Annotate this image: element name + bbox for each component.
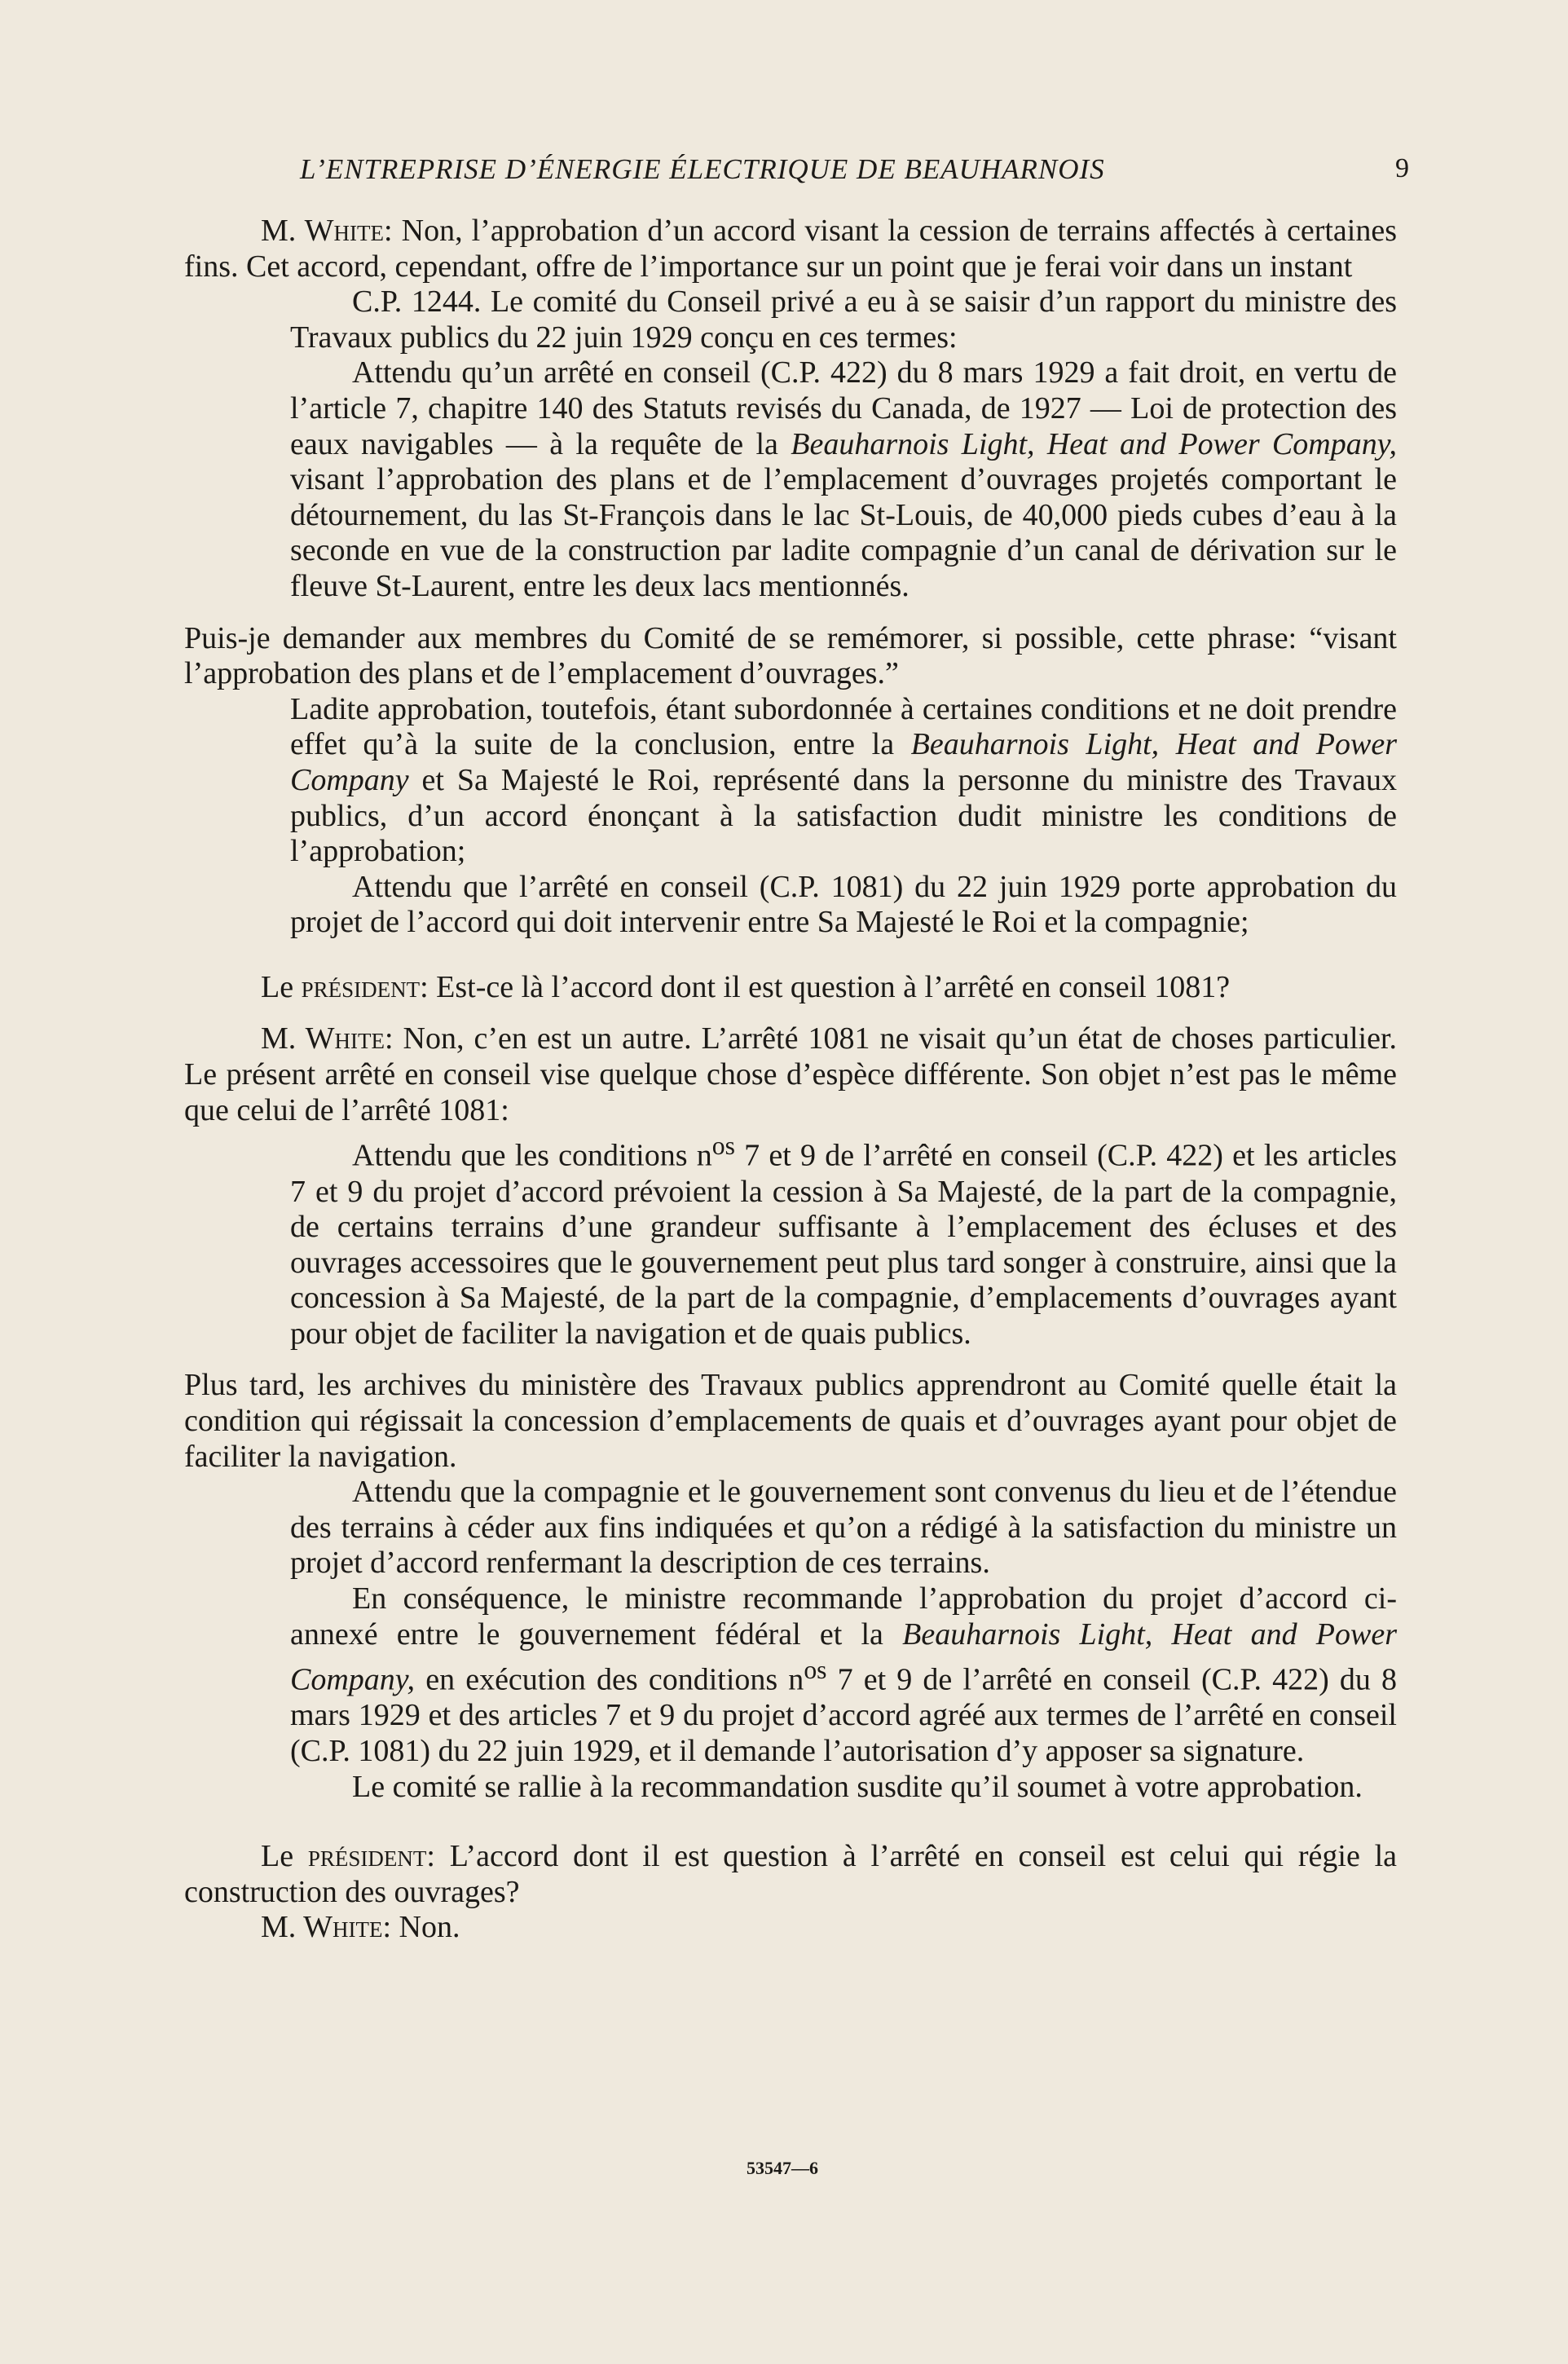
superscript: os — [711, 1131, 735, 1161]
quoted-paragraph — [290, 870, 1397, 941]
company-name: Beauharnois Light, Heat and Power Company, — [290, 1616, 1397, 1697]
superscript: os — [804, 1656, 827, 1685]
dialogue-paragraph — [184, 1021, 1397, 1128]
paragraph-text: et Sa Majesté le Roi, représenté dans la personne du ministre des Travaux publics, d’un accord énonçant à la satisfaction dudit ministre les conditions de l’approbation; — [290, 762, 1397, 869]
dialogue-paragraph — [184, 970, 1397, 1006]
paragraph-text: Non, l’approbation d’un accord visant la cession de terrains affectés à certaines fins. Cet accord, cependant, offre de l’importance sur un point que je ferai voir dans un instant — [184, 214, 1397, 284]
dialogue-paragraph — [184, 1839, 1397, 1910]
paragraph-text: visant l’approbation des plans et de l’emplacement d’ouvrages projetés comportant le détournement, du las St-François dans le lac St-Louis, de 40,000 pieds cubes d’eau à la seconde en vue de la construction par ladite compagnie d’un canal de dérivation sur le fleuve St-Laurent, entre les deux lacs mentionnés. — [290, 462, 1397, 603]
dialogue-paragraph — [184, 1910, 1397, 1946]
paragraph-text: Le comité se rallie à la recommandation susdite qu’il soumet à votre approbation. — [352, 1769, 1363, 1804]
running-header — [300, 153, 1410, 194]
paragraph-text: 7 et 9 de l’arrêté en conseil (C.P. 422) du 8 mars 1929 et des articles 7 et 9 du projet d’accord agréé aux termes de l’arrêté en conseil (C.P. 1081) du 22 juin 1929, et il demande l’autorisation d’y apposer sa signature. — [290, 1662, 1398, 1769]
quoted-paragraph — [290, 1770, 1397, 1806]
paragraph-text: Est-ce là l’accord dont il est question à l’arrêté en conseil 1081? — [436, 969, 1231, 1004]
speaker-separator: : — [426, 1839, 450, 1874]
dialogue-paragraph — [184, 214, 1397, 284]
quoted-paragraph — [290, 692, 1397, 870]
speaker-name: M. White — [261, 214, 384, 248]
paragraph-text: Puis-je demander aux membres du Comité de se remémorer, si possible, cette phrase: “visant l’approbation des plans et de l’emplacement d’ouvrages.” — [184, 620, 1397, 691]
commentary-paragraph — [184, 621, 1397, 692]
quoted-paragraph — [290, 284, 1397, 355]
quoted-paragraph — [290, 1128, 1397, 1352]
page-number: 9 — [1395, 153, 1410, 183]
paragraph-text: Plus tard, les archives du ministère des Travaux publics apprendront au Comité quelle était la condition qui régissait la concession d’emplacements de quais et d’ouvrages ayant pour objet de faciliter la navigation. — [184, 1368, 1397, 1474]
speaker-separator: : — [420, 969, 437, 1004]
company-name: Beauharnois Light, Heat and Power Company, — [791, 426, 1397, 461]
page-body — [184, 214, 1397, 1946]
speaker-name: M. White — [261, 1910, 383, 1945]
speaker-name: M. White — [261, 1021, 385, 1056]
printer-code: 53547—6 — [747, 2158, 818, 2178]
company-name: Beauharnois Light, Heat and Power Company — [290, 727, 1397, 797]
paragraph-text: 7 et 9 de l’arrêté en conseil (C.P. 422) et les articles 7 et 9 du projet d’accord prévoient la cession à Sa Majesté, de la part de la compagnie, de certains terrains d’une grandeur suffisante à l’emplacement des écluses et des ouvrages accessoires que le gouvernement peut plus tard songer à construire, ainsi que la concession à Sa Majesté, de la part de la compagnie, d’emplacements d’ouvrages ayant pour objet de faciliter la navigation et de quais publics. — [290, 1138, 1397, 1351]
paragraph-text: en exécution des conditions n — [415, 1662, 804, 1697]
paragraph-text: Attendu que les conditions n — [352, 1138, 712, 1173]
quoted-paragraph — [290, 1475, 1397, 1581]
paragraph-text: En conséquence, le ministre recommande l’approbation du projet d’accord ci-annexé entre le gouvernement fédéral et la — [290, 1581, 1397, 1652]
commentary-paragraph — [184, 1368, 1397, 1475]
paragraph-text: Attendu qu’un arrêté en conseil (C.P. 422) du 8 mars 1929 a fait droit, en vertu de l’article 7, chapitre 140 des Statuts revisés du Canada, de 1927 — Loi de protection des eaux navigables — à la requête de la — [290, 355, 1397, 461]
speaker-separator: : — [382, 1910, 399, 1945]
speaker-name: président — [307, 1839, 427, 1874]
quoted-paragraph — [290, 1581, 1397, 1770]
paragraph-text: Non, c’en est un autre. L’arrêté 1081 ne visait qu’un état de choses particulier. Le présent arrêté en conseil vise quelque chose d’espèce différente. Son objet n’est pas le même que celui de l’arrêté 1081: — [184, 1021, 1397, 1127]
speaker-article: Le — [261, 1839, 294, 1874]
speaker-separator: : — [384, 1021, 403, 1056]
header-title: L’ENTREPRISE D’ÉNERGIE ÉLECTRIQUE DE BEAUHARNOIS — [300, 153, 1105, 185]
paragraph-text: Attendu que l’arrêté en conseil (C.P. 1081) du 22 juin 1929 porte approbation du projet de l’accord qui doit intervenir entre Sa Majesté le Roi et la compagnie; — [290, 869, 1397, 940]
paragraph-text: C.P. 1244. Le comité du Conseil privé a eu à se saisir d’un rapport du ministre des Travaux publics du 22 juin 1929 conçu en ces termes: — [290, 284, 1397, 355]
quoted-paragraph — [290, 355, 1397, 604]
paragraph-text: Non. — [399, 1910, 460, 1945]
paragraph-text: Attendu que la compagnie et le gouvernement sont convenus du lieu et de l’étendue des terrains à céder aux fins indiquées et qu’on a rédigé à la satisfaction du ministre un projet d’accord renfermant la description de ces terrains. — [290, 1475, 1397, 1581]
speaker-separator: : — [384, 214, 402, 248]
paragraph-text: Ladite approbation, toutefois, étant subordonnée à certaines conditions et ne doit prendre effet qu’à la suite de la conclusion, entre la — [290, 691, 1397, 762]
speaker-article: Le — [261, 969, 294, 1004]
speaker-name: président — [301, 969, 421, 1004]
paragraph-text: L’accord dont il est question à l’arrêté en conseil est celui qui régie la construction des ouvrages? — [184, 1839, 1397, 1909]
